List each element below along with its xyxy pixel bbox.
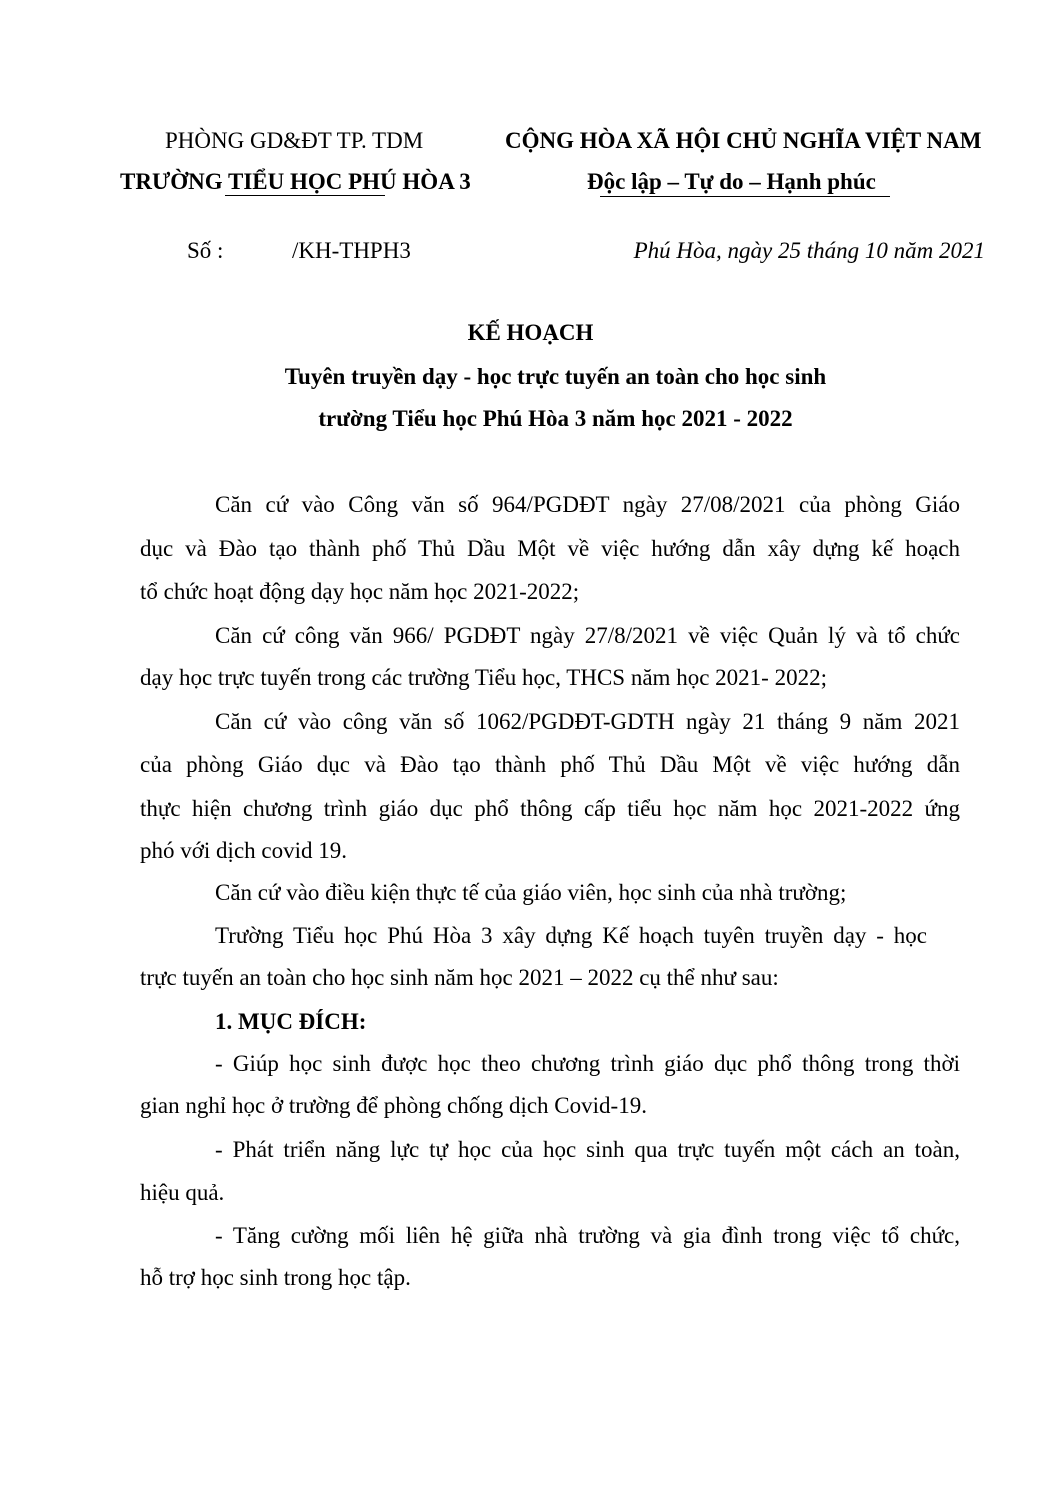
document-title: KẾ HOẠCH <box>467 320 594 345</box>
document-subtitle-line2: trường Tiểu học Phú Hòa 3 năm học 2021 - 2022 <box>318 406 793 431</box>
bullet-2-line-2: hiệu quả. <box>140 1180 225 1205</box>
paragraph-2-line-2: dạy học trực tuyến trong các trường Tiểu học, THCS năm học 2021- 2022; <box>140 665 827 690</box>
bullet-3-line-1: - Tăng cường mối liên hệ giữa nhà trường và gia đình trong việc tổ chức, <box>215 1223 960 1248</box>
document-subtitle-line1: Tuyên truyền dạy - học trực tuyến an toàn cho học sinh <box>284 364 827 389</box>
national-motto: Độc lập – Tự do – Hạnh phúc <box>587 169 876 194</box>
section-1-heading: 1. MỤC ĐÍCH: <box>215 1009 367 1034</box>
bullet-3-line-2: hỗ trợ học sinh trong học tập. <box>140 1265 411 1290</box>
agency-name: PHÒNG GD&ĐT TP. TDM <box>165 128 424 153</box>
bullet-2-line-1: - Phát triển năng lực tự học của học sinh qua trực tuyến một cách an toàn, <box>215 1137 960 1162</box>
school-underline <box>225 195 385 196</box>
paragraph-1-line-2: dục và Đào tạo thành phố Thủ Dầu Một về việc hướng dẫn xây dựng kế hoạch <box>140 536 960 561</box>
bullet-1-line-2: gian nghỉ học ở trường để phòng chống dịch Covid-19. <box>140 1093 647 1118</box>
document-number-code: /KH-THPH3 <box>292 238 411 263</box>
bullet-1-line-1: - Giúp học sinh được học theo chương trình giáo dục phổ thông trong thời <box>215 1051 960 1076</box>
paragraph-3-line-2: của phòng Giáo dục và Đào tạo thành phố Thủ Dầu Một về việc hướng dẫn <box>140 752 960 777</box>
paragraph-5-line-1: Trường Tiểu học Phú Hòa 3 xây dựng Kế hoạch tuyên truyền dạy - học <box>215 923 927 948</box>
paragraph-3-line-1: Căn cứ vào công văn số 1062/PGDĐT-GDTH ngày 21 tháng 9 năm 2021 <box>215 709 960 734</box>
school-name: TRƯỜNG TIỂU HỌC PHÚ HÒA 3 <box>120 169 471 194</box>
paragraph-3-line-4: phó với dịch covid 19. <box>140 838 347 863</box>
paragraph-3-line-3: thực hiện chương trình giáo dục phổ thông cấp tiểu học năm học 2021-2022 ứng <box>140 796 960 821</box>
paragraph-5-line-2: trực tuyến an toàn cho học sinh năm học 2021 – 2022 cụ thể như sau: <box>140 965 779 990</box>
place-date: Phú Hòa, ngày 25 tháng 10 năm 2021 <box>633 238 985 263</box>
paragraph-4: Căn cứ vào điều kiện thực tế của giáo viên, học sinh của nhà trường; <box>215 880 847 905</box>
document-number-label: Số : <box>187 238 224 263</box>
paragraph-1-line-3: tổ chức hoạt động dạy học năm học 2021-2022; <box>140 579 580 604</box>
paragraph-2-line-1: Căn cứ công văn 966/ PGDĐT ngày 27/8/2021 về việc Quản lý và tổ chức <box>215 623 960 648</box>
motto-underline <box>600 196 890 197</box>
nation-name: CỘNG HÒA XÃ HỘI CHỦ NGHĨA VIỆT NAM <box>505 128 982 153</box>
paragraph-1-line-1: Căn cứ vào Công văn số 964/PGDĐT ngày 27/08/2021 của phòng Giáo <box>215 492 960 517</box>
